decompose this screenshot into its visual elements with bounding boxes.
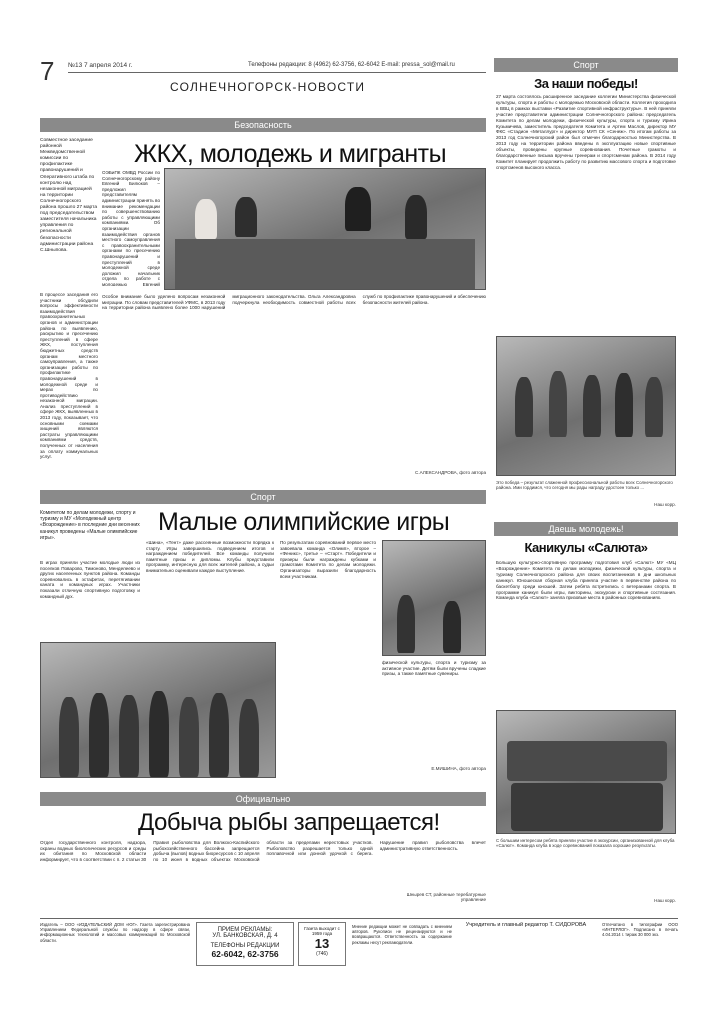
page-header bbox=[40, 58, 486, 106]
issue-total: (746) bbox=[316, 950, 328, 957]
section-official: Официально bbox=[40, 792, 486, 806]
olympic-body-far: физической культуры, спорта и туризму за активное участие. Детям были вручены сладкие призы, а также памятные сувениры. bbox=[382, 660, 486, 677]
olympic-photo-left bbox=[40, 642, 276, 778]
security-body-mid: ОЭБиПК ОМВД России по Солнечногорскому району Евгений Билюков – предложил представителям администрации принять во внимание рекомендации по совершенствованию работы с управляющими компаниями. Об организации взаимодействия органов местного самоуправления с правоохранительными органами по пресечению правонарушений и преступлений в молодежной среде доложил начальник отдела по работе с молодежью Евгений bbox=[102, 170, 160, 286]
olympic-photo-right bbox=[382, 540, 486, 656]
security-credit: С.АЛЕКСАНДРОВА, фото автора bbox=[415, 470, 486, 475]
youth-credit: Наш корр. bbox=[654, 898, 676, 903]
olympic-body-mid: «Шина», «Тент» даже рассеянные возможности порядка к старту. Игры завершились подведением итогов и награждением победителей. Все команды получили памятные призы и дипломы. Клубы представили программу, интересную для всех жителей района, а судьи внимательно оценивали каждое выступление. bbox=[146, 540, 274, 573]
security-photo bbox=[164, 168, 486, 290]
official-headline: Добыча рыбы запрещается! bbox=[138, 809, 440, 836]
phones: 62-6042, 62-3756 bbox=[211, 949, 279, 959]
section-security: Безопасность bbox=[40, 118, 486, 132]
youth-body: Большую культурно-спортивную программу подготовил клуб «Салют» МУ «МЦ «Возрождение» Комитета по делам молодежи, физической культуры, спорта и туризму Солнечногорского района для своих воспитанников в дни школьных каникул. Юношеская сборная клуба приняла участие в первенстве района по баскетболу среди юношей. Затем ребята встретились с ветеранами спорта. В программе каникул были игры, викторины, экскурсии и спортивные состязания. Команда клуба «Салют» заняла призовые места в районных соревнованиях. bbox=[496, 560, 676, 601]
phones-title: ТЕЛЕФОНЫ РЕДАКЦИИ bbox=[210, 943, 280, 949]
olympic-body-left: В играх приняли участие молодые люди из поселков Поварово, Тимоново, Менделеево и других населенных пунктов района. Команды соревновались в эстафетах, перетягивании каната и командных играх. Участники показали отличную спортивную подготовку и командный дух. bbox=[40, 560, 140, 599]
footer bbox=[40, 922, 678, 968]
section-youth: Даешь молодежь! bbox=[494, 522, 678, 536]
olympic-headline: Малые олимпийские игры bbox=[158, 508, 450, 536]
official-credit: Шнырев СТ, районные теребатурные управление bbox=[406, 892, 486, 902]
contacts: Телефоны редакции: 8 (4962) 62-3756, 62-6042 E-mail: pressa_sol@mail.ru bbox=[248, 62, 455, 68]
section-olympic: Спорт bbox=[40, 490, 486, 504]
footer-issue bbox=[298, 922, 346, 966]
youth-caption: С большим интересом ребята приняли участие в экскурсии, организованной для клуба «Салют». Команда клуба в ходе соревнований показала хорошие результаты. bbox=[496, 838, 675, 849]
security-headline: ЖКХ, молодежь и мигранты bbox=[134, 140, 447, 168]
sport-right-credit: Наш корр. bbox=[654, 502, 676, 507]
reception-address: УЛ. БАНКОВСКАЯ, Д. 4 bbox=[212, 933, 278, 939]
sport-right-caption: Это победа – результат слаженной профессиональной работы всех Солнечногорского района. Ими гордимся, что сегодня мы рады награду удостоен только ... bbox=[496, 480, 673, 491]
page-number: 7 bbox=[40, 56, 55, 86]
footer-editor: Учредитель и главный редактор Т. СИДОРОВА bbox=[465, 922, 587, 928]
issue-number: 13 bbox=[314, 935, 330, 951]
section-sport-right: Спорт bbox=[494, 58, 678, 72]
issue-label: Газета выходит с 1959 года bbox=[304, 926, 340, 937]
official-body: Отдел государственного контроля, надзора, охраны водных биологических ресурсов и среды их обитания по Московской области информирует, что в соответствии с п. 2 статьи 30 Правил рыболовства для Волжско-Каспийского рыбохозяйственного бассейна запрещается добыча (вылов) водных биоресурсов с 10 апреля по 10 июня в водных объектах Московской области за пределами нерестовых участков. Рыболовство разрешается только одной поплавочной или донной удочкой с берега. Нарушение правил рыболовства влечет административную ответственность. bbox=[40, 840, 486, 862]
masthead: СОЛНЕЧНОГОРСК-НОВОСТИ bbox=[170, 80, 366, 94]
youth-photo bbox=[496, 710, 676, 834]
sport-right-photo bbox=[496, 336, 676, 476]
security-lead: Совместное заседание районной Межведомственной комиссии по профилактике правонарушений и Оперативного штаба по контролю над незаконной миграцией на территории Солнечногорского района прошло 27 марта под председательством заместителя начальника управления по региональной безопасности администрации района С.Шныпова. bbox=[40, 138, 98, 253]
footer-publisher: Издатель – ООО «ИЗДАТЕЛЬСКИЙ ДОМ «ЮГ». Газета зарегистрирована Управлением Федеральной службы по надзору в сфере связи, информационных технологий и массовых коммуникаций по Московской области. bbox=[40, 922, 190, 943]
security-body-left: В процессе заседания его участники обсудили вопросы эффективности взаимодействия правоохранительных органов и администрации района по выявлению, раскрытию и пресечению преступлений в сфере ЖКХ, поступления бюджетных средств органам местного самоуправления, а также организации работы по профилактике правонарушений в молодежной среде и мерах по противодействию незаконной миграции. Анализ преступлений в сфере ЖКХ, выявленных в 2013 году, показывает, что основными схемами хищений являются растраты управляющими компаниями средств, полученных от населения за оплату коммунальных услуг. bbox=[40, 292, 98, 460]
issue-date: №13 7 апреля 2014 г. bbox=[68, 62, 133, 69]
youth-headline: Каникулы «Салюта» bbox=[524, 540, 648, 555]
olympic-credit: Е.МИШИНА, фото автора bbox=[431, 766, 486, 771]
reception-title: ПРИЕМ РЕКЛАМЫ: bbox=[217, 927, 273, 933]
olympic-body-right: По результатам соревнований первое место завоевала команда «Олимп», второе – «Феникс», третье – «Старт». Победители и призеры были награждены кубками и грамотами Комитета по делам молодежи. Организаторы выразили благодарность всем участникам. bbox=[280, 540, 376, 579]
footer-reception bbox=[196, 922, 294, 966]
footer-print: Отпечатано в типографии ООО «ИНТЕРЛОГ». Подписано в печать 4.04.2014 г. тираж 30 000 экз. bbox=[602, 922, 678, 938]
olympic-lead: Комитетом по делам молодежи, спорту и туризму и МУ «Молодежный центр «Возрождение» в последние дни весенних каникул проведены «Малые олимпийские игры». bbox=[40, 510, 140, 541]
sport-right-headline: За наши победы! bbox=[534, 76, 638, 91]
security-body-right: Особое внимание было уделено вопросам незаконной миграции. По словам представителей УФМС, в 2013 году на территории района выявлено более 1000 нарушений миграционного законодательства. Ольга Александровна подчеркнула необходимость совместной работы всех служб по профилактике правонарушений и обеспечению безопасности жителей района. bbox=[102, 294, 486, 311]
footer-legal: Мнение редакции может не совпадать с мнением авторов. Рукописи не рецензируются и не возвращаются. Ответственность за содержание рекламы несут рекламодатели. bbox=[352, 924, 452, 945]
sport-right-body: 27 марта состоялось расширенное заседание коллегии Министерства физической культуры, спорта и работы с молодежью Московской области. Коллегия проходила в ВВЦ в рамках выставки «Развитие спортивной инфраструктуры». В ней приняли участие представители администрации Солнечногорского района: председатель Комитета по делам молодежи, физической культуры, спорта и туризму Ирина Кузьмичева, заместитель председателя Комитета и Артем Маслов, директор МУ ФКС «Стадион «Металлург» и директор МУП СК «Сенеж». По итогам работы за 2013 год Солнечногорский район был отмечен благодарностью Министерства. В 2013 году на территории района введены в эксплуатацию новые спортивные объекты, проведены крупные соревнования. Почетные грамоты и благодарственные письма вручены тренерам и спортсменам района. В 2014 году Комитет планирует продолжить работу по развитию массового спорта и подготовке спортсменов высокого класса. bbox=[496, 94, 676, 170]
